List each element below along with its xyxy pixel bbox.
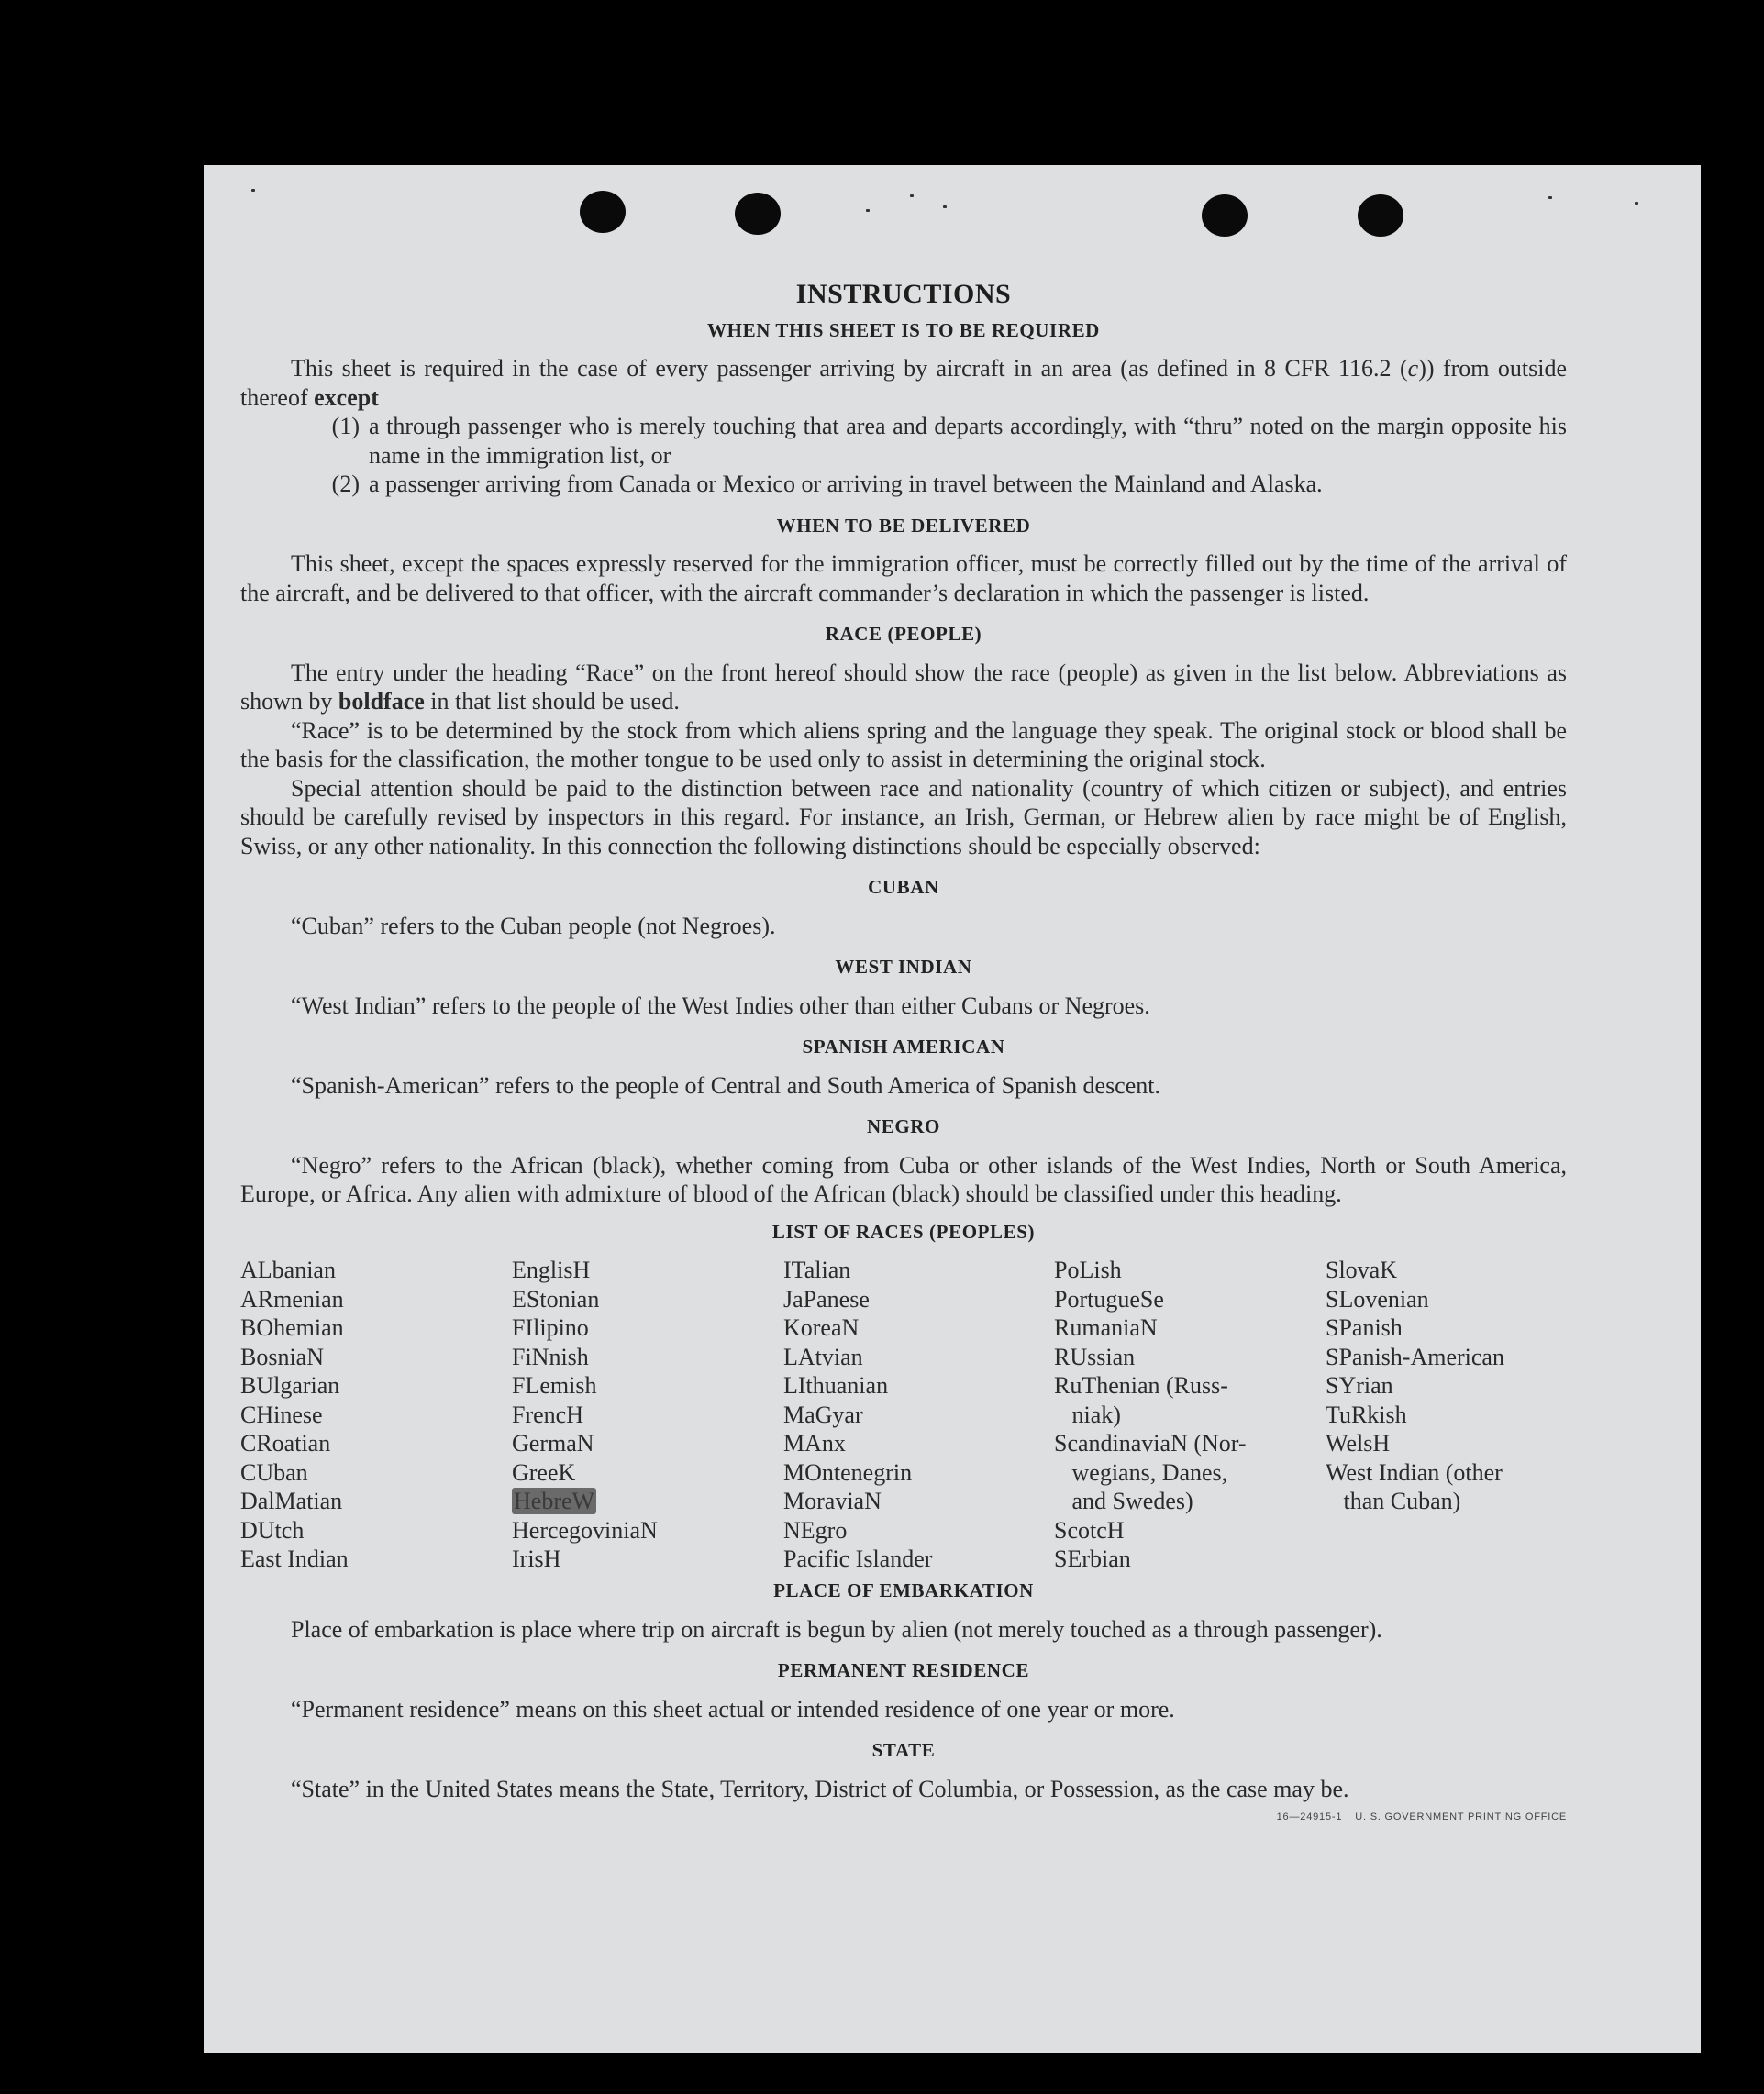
printer-imprint bbox=[1264, 1803, 1567, 1833]
spanish-american-text: “Spanish-American” refers to the people of Central and South America of Spanish descent. bbox=[291, 1071, 1160, 1099]
residence-text: “Permanent residence” means on this sheet actual or intended residence of one year or more. bbox=[291, 1695, 1175, 1723]
document-sheet bbox=[204, 165, 1701, 2053]
cuban-text: “Cuban” refers to the Cuban people (not Negroes). bbox=[291, 912, 776, 939]
race-column bbox=[783, 1256, 1049, 1574]
race-entry: IrisH bbox=[512, 1546, 561, 1572]
exception-item bbox=[240, 412, 1567, 470]
speck bbox=[1635, 202, 1638, 205]
race-paragraph-1 bbox=[240, 659, 1567, 716]
section-heading-west-indian: WEST INDIAN bbox=[835, 956, 972, 978]
race-entry: MOntenegrin bbox=[783, 1458, 913, 1486]
race-entry: DUtch bbox=[240, 1516, 305, 1544]
race-entry: SlovaK bbox=[1326, 1257, 1397, 1283]
race-entry: ITalian bbox=[783, 1257, 851, 1283]
race-text-2: in that list should be used. bbox=[424, 688, 680, 715]
embarkation-text: Place of embarkation is place where trip on aircraft is begun by alien (not merely touched as a through passenger). bbox=[291, 1615, 1382, 1643]
section-heading-races: LIST OF RACES (PEOPLES) bbox=[771, 1220, 1036, 1243]
race-entry: East Indian bbox=[240, 1546, 349, 1572]
speck bbox=[866, 209, 870, 212]
item-text: a passenger arriving from Canada or Mexico or arriving in travel between the Mainland and Alaska. bbox=[369, 471, 1323, 497]
speck bbox=[251, 189, 255, 192]
race-paragraph-3: Special attention should be paid to the distinction between race and nationality (country of which citizen or subject), and entries should be carefully revised by inspectors in this regard. For instance, an Irish, German, or Hebrew alien by race might be of English, Swiss, or any other nationality. In this connection the following distinctions should be especially observed: bbox=[240, 774, 1567, 859]
instructions-text bbox=[240, 280, 1567, 1833]
race-entry: KoreaN bbox=[783, 1314, 860, 1341]
race-entry: FIlipino bbox=[512, 1314, 589, 1341]
form-number: 16—24915-1 bbox=[1276, 1811, 1343, 1823]
punch-hole bbox=[1358, 194, 1403, 237]
race-entry: LIthuanian bbox=[783, 1372, 889, 1399]
race-entry: BUlgarian bbox=[240, 1372, 340, 1399]
printer-name: U. S. GOVERNMENT PRINTING OFFICE bbox=[1355, 1811, 1567, 1823]
intro-text: This sheet is required in the case of every passenger arriving by aircraft in an area (as defined in 8 CFR 116.2 ( bbox=[291, 355, 1408, 382]
section-heading-race: RACE (PEOPLE) bbox=[825, 623, 982, 645]
race-entry: HercegoviniaN bbox=[512, 1516, 658, 1544]
race-entry: and Swedes) bbox=[1054, 1488, 1193, 1514]
section-heading-negro: NEGRO bbox=[866, 1115, 940, 1137]
race-entry: TuRkish bbox=[1326, 1401, 1407, 1428]
race-entry: MaGyar bbox=[783, 1401, 863, 1428]
race-column bbox=[1054, 1256, 1320, 1574]
race-entry: EStonian bbox=[512, 1285, 600, 1313]
race-entry: MoraviaN bbox=[783, 1488, 882, 1514]
race-entry: West Indian (other bbox=[1326, 1458, 1503, 1486]
item-number: (2) bbox=[331, 471, 360, 497]
race-list bbox=[240, 1256, 1567, 1577]
speck bbox=[1548, 196, 1552, 199]
race-entry: ScandinaviaN (Nor- bbox=[1054, 1430, 1247, 1457]
race-entry-marked bbox=[512, 1487, 778, 1516]
except-word: except bbox=[314, 383, 379, 411]
race-entry: FiNnish bbox=[512, 1343, 589, 1370]
race-entry: SYrian bbox=[1326, 1372, 1393, 1399]
item-number: (1) bbox=[331, 413, 360, 439]
race-entry: PortugueSe bbox=[1054, 1285, 1164, 1313]
delivered-text: This sheet, except the spaces expressly reserved for the immigration officer, must be correctly filled out by the time of the arrival of the aircraft, and be delivered to that officer, with the aircraft commander’s declaration in which the passenger is listed. bbox=[240, 550, 1567, 606]
race-entry: EnglisH bbox=[512, 1257, 591, 1283]
race-entry: CRoatian bbox=[240, 1430, 331, 1457]
race-entry: ALbanian bbox=[240, 1257, 336, 1283]
section-heading-state: STATE bbox=[871, 1739, 936, 1761]
race-entry: FrencH bbox=[512, 1401, 583, 1428]
intro-paragraph-c: c bbox=[1407, 355, 1419, 382]
section-heading-embarkation: PLACE OF EMBARKATION bbox=[773, 1579, 1034, 1601]
section-heading-required: WHEN THIS SHEET IS TO BE REQUIRED bbox=[707, 318, 1100, 341]
race-column bbox=[1326, 1256, 1592, 1516]
race-column bbox=[512, 1256, 778, 1574]
race-entry: CHinese bbox=[240, 1401, 323, 1428]
race-entry: CUban bbox=[240, 1458, 308, 1486]
race-entry: than Cuban) bbox=[1326, 1488, 1461, 1514]
page-title: INSTRUCTIONS bbox=[795, 279, 1012, 309]
race-entry: BosniaN bbox=[240, 1343, 324, 1370]
race-entry: GermaN bbox=[512, 1430, 594, 1457]
race-entry: SErbian bbox=[1054, 1546, 1131, 1572]
race-entry: BOhemian bbox=[240, 1314, 344, 1341]
section-heading-spanish-american: SPANISH AMERICAN bbox=[802, 1036, 1005, 1058]
punch-hole bbox=[735, 193, 781, 235]
race-entry: ARmenian bbox=[240, 1285, 344, 1313]
race-text: The entry under the heading “Race” on the front hereof should show the race (people) as given in the list below. Abbreviations as shown by bbox=[240, 659, 1567, 715]
race-entry: RUssian bbox=[1054, 1343, 1136, 1370]
race-entry: Pacific Islander bbox=[783, 1546, 933, 1572]
race-entry: RumaniaN bbox=[1054, 1314, 1158, 1341]
footer bbox=[240, 1803, 1567, 1833]
speck bbox=[943, 205, 947, 208]
race-entry: ScotcH bbox=[1054, 1516, 1125, 1544]
race-entry: LAtvian bbox=[783, 1343, 863, 1370]
race-paragraph-2: “Race” is to be determined by the stock from which aliens spring and the language they speak. The original stock or blood shall be the basis for the classification, the mother tongue to be used only to assist in determining the original stock. bbox=[240, 716, 1567, 772]
race-entry-struck: HebreW bbox=[514, 1488, 595, 1514]
race-entry: GreeK bbox=[512, 1458, 576, 1486]
race-entry: PoLish bbox=[1054, 1257, 1122, 1283]
race-entry: FLemish bbox=[512, 1372, 597, 1399]
race-column bbox=[240, 1256, 506, 1574]
punch-hole bbox=[580, 191, 626, 233]
section-heading-cuban: CUBAN bbox=[868, 876, 939, 898]
state-text: “State” in the United States means the State, Territory, District of Columbia, or Possession, as the case may be. bbox=[291, 1775, 1349, 1802]
race-entry: SLovenian bbox=[1326, 1285, 1429, 1313]
punch-hole bbox=[1202, 194, 1248, 237]
race-entry: RuThenian (Russ- bbox=[1054, 1372, 1228, 1399]
race-entry: niak) bbox=[1054, 1401, 1121, 1428]
race-entry: DalMatian bbox=[240, 1488, 343, 1514]
boldface-word: boldface bbox=[338, 688, 425, 715]
required-intro bbox=[240, 354, 1567, 412]
race-entry: wegians, Danes, bbox=[1054, 1458, 1228, 1486]
speck bbox=[910, 194, 914, 197]
race-entry: MAnx bbox=[783, 1430, 846, 1457]
item-text: a through passenger who is merely touching that area and departs accordingly, with “thru” noted on the margin opposite his name in the immigration list, or bbox=[369, 413, 1567, 469]
section-heading-residence: PERMANENT RESIDENCE bbox=[777, 1659, 1030, 1681]
negro-text: “Negro” refers to the African (black), whether coming from Cuba or other islands of the West Indies, North or South America, Europe, or Africa. Any alien with admixture of blood of the African (black) should be classified under this heading. bbox=[240, 1151, 1567, 1207]
intro-text-2: )) from outside thereof bbox=[240, 355, 1567, 411]
race-entry: WelsH bbox=[1326, 1430, 1391, 1457]
race-entry: NEgro bbox=[783, 1516, 848, 1544]
race-entry: SPanish-American bbox=[1326, 1343, 1504, 1370]
race-entry: SPanish bbox=[1326, 1314, 1403, 1341]
west-indian-text: “West Indian” refers to the people of the West Indies other than either Cubans or Negroes. bbox=[291, 992, 1150, 1019]
exception-item bbox=[240, 470, 1567, 499]
section-heading-delivered: WHEN TO BE DELIVERED bbox=[776, 514, 1031, 537]
race-entry: JaPanese bbox=[783, 1285, 870, 1313]
